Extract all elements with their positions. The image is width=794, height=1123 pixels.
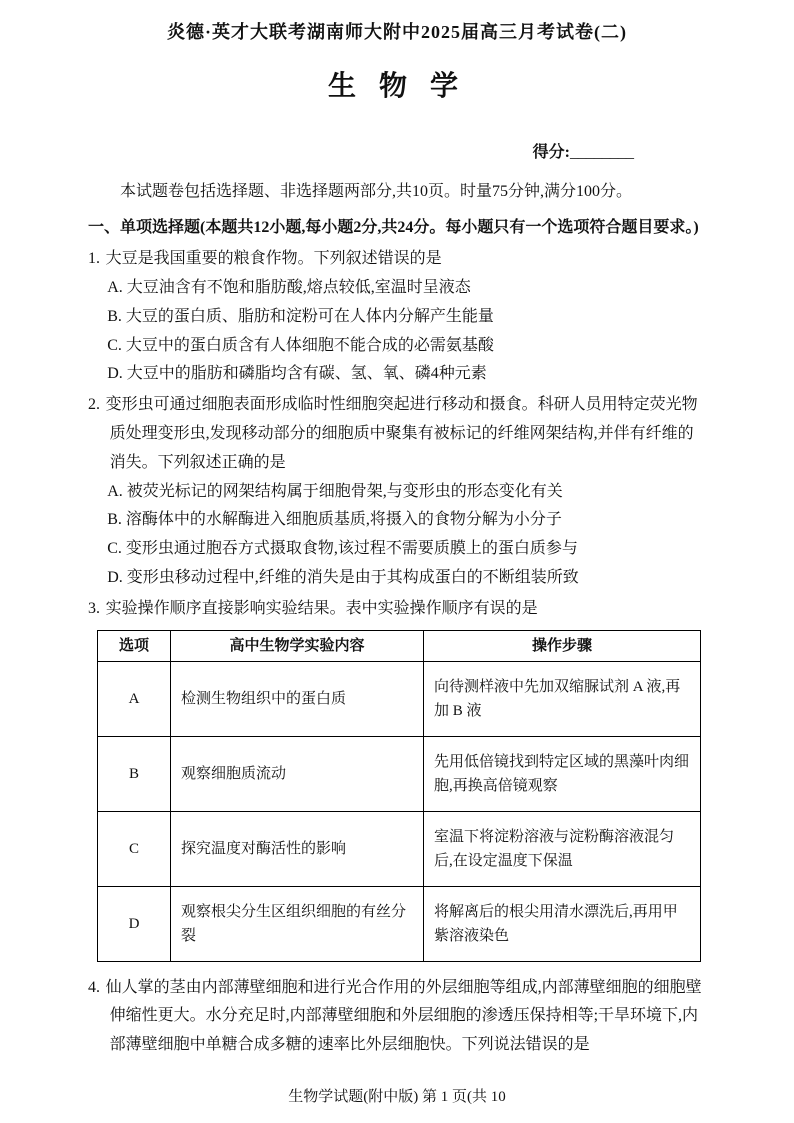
- question-2-option-a: A. 被荧光标记的网架结构属于细胞骨架,与变形虫的形态变化有关: [107, 482, 563, 500]
- question-2-option-b: B. 溶酶体中的水解酶进入细胞质基质,将摄入的食物分解为小分子: [107, 511, 562, 529]
- question-2: [88, 391, 706, 593]
- table-cell-option-a: A: [98, 661, 171, 736]
- table-cell-steps-c: 室温下将淀粉溶液与淀粉酶溶液混匀后,在设定温度下保温: [424, 811, 701, 886]
- experiment-table: [97, 630, 701, 962]
- score-blank: ________: [570, 143, 634, 161]
- table-cell-content-b: 观察细胞质流动: [171, 736, 424, 811]
- page-footer: 生物学试题(附中版) 第 1 页(共 10: [288, 1089, 506, 1105]
- question-4-stem: [88, 974, 706, 1060]
- question-1-option-c: C. 大豆中的蛋白质含有人体细胞不能合成的必需氨基酸: [107, 336, 494, 354]
- question-3: [88, 595, 706, 972]
- table-header-steps: 操作步骤: [424, 630, 701, 661]
- question-4-stem-text: 仙人掌的茎由内部薄壁细胞和进行光合作用的外层细胞等组成,内部薄壁细胞的细胞壁伸缩性更大。水分充足时,内部薄壁细胞和外层细胞的渗透压保持相等;干旱环境下,内部薄壁细胞中单糖合成多糖的速率比外层细胞快。下列说法错误的是: [105, 978, 702, 1054]
- question-1-stem: [88, 245, 706, 274]
- question-4-number: 4.: [88, 978, 100, 996]
- table-row: [98, 886, 701, 961]
- table-cell-steps-b: 先用低倍镜找到特定区域的黑藻叶肉细胞,再换高倍镜观察: [424, 736, 701, 811]
- table-cell-option-b: B: [98, 736, 171, 811]
- question-1-number: 1.: [88, 250, 100, 268]
- question-2-stem: [88, 391, 706, 477]
- section-note: (本题共12小题,每小题2分,共24分。每小题只有一个选项符合题目要求。): [200, 219, 699, 237]
- question-1: [88, 245, 706, 389]
- question-2-number: 2.: [88, 396, 100, 414]
- question-1-option-b: B. 大豆的蛋白质、脂肪和淀粉可在人体内分解产生能量: [107, 307, 494, 325]
- table-cell-option-c: C: [98, 811, 171, 886]
- table-cell-content-a: 检测生物组织中的蛋白质: [171, 661, 424, 736]
- question-3-stem: [88, 595, 706, 624]
- question-3-stem-text: 实验操作顺序直接影响实验结果。表中实验操作顺序有误的是: [105, 599, 538, 617]
- table-cell-content-c: 探究温度对酶活性的影响: [171, 811, 424, 886]
- question-2-option-d: D. 变形虫移动过程中,纤维的消失是由于其构成蛋白的不断组装所致: [107, 568, 579, 586]
- question-4: [88, 974, 706, 1060]
- exam-instructions: 本试题卷包括选择题、非选择题两部分,共10页。时量75分钟,满分100分。: [120, 182, 633, 200]
- table-row: [98, 736, 701, 811]
- table-cell-steps-a: 向待测样液中先加双缩脲试剂 A 液,再加 B 液: [424, 661, 701, 736]
- section-title: 一、单项选择题: [88, 219, 201, 237]
- section-heading: [88, 214, 706, 243]
- table-row: [98, 661, 701, 736]
- exam-title: 炎德·英才大联考湖南师大附中2025届高三月考试卷(二): [167, 22, 627, 42]
- score-label: 得分:: [532, 143, 570, 161]
- table-header-row: [98, 630, 701, 661]
- table-header-option: 选项: [98, 630, 171, 661]
- question-3-number: 3.: [88, 599, 100, 617]
- question-2-stem-text: 变形虫可通过细胞表面形成临时性细胞突起进行移动和摄食。科研人员用特定荧光物质处理变形虫,发现移动部分的细胞质中聚集有被标记的纤维网架结构,并伴有纤维的消失。下列叙述正确的是: [105, 396, 698, 471]
- table-cell-option-d: D: [98, 886, 171, 961]
- table-header-content: 高中生物学实验内容: [171, 630, 424, 661]
- table-row: [98, 811, 701, 886]
- subject-title: 生 物 学: [327, 71, 466, 103]
- question-1-stem-text: 大豆是我国重要的粮食作物。下列叙述错误的是: [105, 250, 442, 268]
- table-cell-steps-d: 将解离后的根尖用清水漂洗后,再用甲紫溶液染色: [424, 886, 701, 961]
- table-cell-content-d: 观察根尖分生区组织细胞的有丝分裂: [171, 886, 424, 961]
- score-row: [88, 139, 706, 168]
- question-2-option-c: C. 变形虫通过胞吞方式摄取食物,该过程不需要质膜上的蛋白质参与: [107, 540, 578, 558]
- question-1-option-a: A. 大豆油含有不饱和脂肪酸,熔点较低,室温时呈液态: [107, 278, 471, 296]
- question-1-option-d: D. 大豆中的脂肪和磷脂均含有碳、氢、氧、磷4种元素: [107, 365, 487, 383]
